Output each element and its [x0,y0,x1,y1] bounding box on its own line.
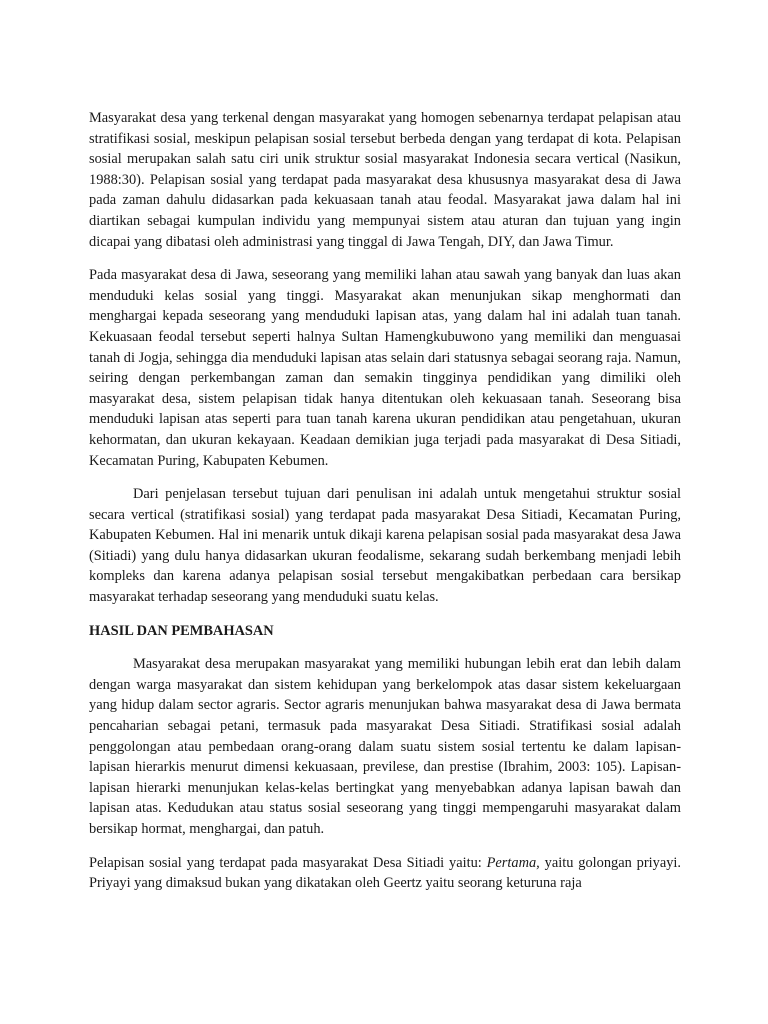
paragraph-java-society: Pada masyarakat desa di Jawa, seseorang yang memiliki lahan atau sawah yang banyak dan luas akan menduduki kelas sosial yang tinggi. Masyarakat akan menunjukan sikap menghormati dan menghargai kepada seseorang yang menduduki lapisan atas, yang dalam hal ini adalah tuan tanah. Kekuasaan feodal tersebut seperti halnya Sultan Hamengkubuwono yang memiliki dan menguasai tanah di Jogja, sehingga dia menduduki lapisan atas selain dari statusnya sebagai seorang raja. Namun, seiring dengan perkembangan zaman dan semakin tingginya pendidikan yang dimiliki oleh masyarakat desa, sistem pelapisan tidak hanya ditentukan oleh kekuasaan tanah. Seseorang bisa menduduki lapisan atas seperti para tuan tanah karena ukuran pendidikan atau pengetahuan, ukuran kehormatan, dan ukuran kekayaan. Keadaan demikian juga terjadi pada masyarakat di Desa Sitiadi, Kecamatan Puring, Kabupaten Kebumen. [89,267,681,469]
paragraph-intro: Masyarakat desa yang terkenal dengan masyarakat yang homogen sebenarnya terdapat pelapisan atau stratifikasi sosial, meskipun pelapisan sosial tersebut berbeda dengan yang terdapat di kota. Pelapisan sosial merupakan salah satu ciri unik struktur sosial masyarakat Indonesia secara vertical (Nasikun, 1988:30). Pelapisan sosial yang terdapat pada masyarakat desa khususnya masyarakat desa di Jawa pada zaman dahulu didasarkan pada kekuasaan tanah atau feodal. Masyarakat jawa dalam hal ini diartikan sebagai kumpulan individu yang mempunyai sistem atau aturan dan tujuan yang ingin dicapai yang dibatasi oleh administrasi yang tinggal di Jawa Tengah, DIY, dan Jawa Timur. [89,110,681,250]
section-heading: HASIL DAN PEMBAHASAN [89,622,274,639]
paragraph-purpose: Dari penjelasan tersebut tujuan dari penulisan ini adalah untuk mengetahui struktur sosial secara vertical (stratifikasi sosial) yang terdapat pada masyarakat Desa Sitiadi, Kecamatan Puring, Kabupaten Kebumen. Hal ini menarik untuk dikaji karena pelapisan sosial pada masyarakat desa Jawa (Sitiadi) yang dulu hanya didasarkan ukuran feodalisme, sekarang sudah berkembang menjadi lebih kompleks dan karena adanya pelapisan sosial tersebut mengakibatkan perbedaan cara bersikap masyarakat terhadap seseorang yang menduduki suatu kelas. [89,486,681,606]
paragraph-results: Masyarakat desa merupakan masyarakat yang memiliki hubungan lebih erat dan lebih dalam dengan warga masyarakat dan sistem kehidupan yang berkelompok atas dasar sistem kekeluargaan yang hidup dalam sector agraris. Sector agraris menunjukan bahwa masyarakat desa di Jawa bermata pencaharian sebagai petani, termasuk pada masyarakat Desa Sitiadi. Stratifikasi sosial adalah penggolongan atau pembedaan orang-orang dalam suatu sistem sosial tertentu ke dalam lapisan-lapisan hierarkis menurut dimensi kekuasaan, previlese, dan prestise (Ibrahim, 2003: 105). Lapisan-lapisan hierarki menunjukan kelas-kelas bertingkat yang menyebabkan adanya lapisan bawah dan lapisan atas. Kedudukan atau status sosial seseorang yang tinggi mempengaruhi masyarakat dalam bersikap hormat, menghargai, dan patuh. [89,656,681,837]
paragraph-strata [89,853,681,894]
strata-italic-term: Pertama, [486,854,540,871]
strata-text-after: yaitu golongan priyayi. Priyayi yang dimaksud bukan yang dikatakan oleh Geertz yaitu seorang keturuna raja [89,854,682,892]
strata-text-before: Pelapisan sosial yang terdapat pada masyarakat Desa Sitiadi yaitu: [89,854,487,871]
document-page [89,108,681,907]
